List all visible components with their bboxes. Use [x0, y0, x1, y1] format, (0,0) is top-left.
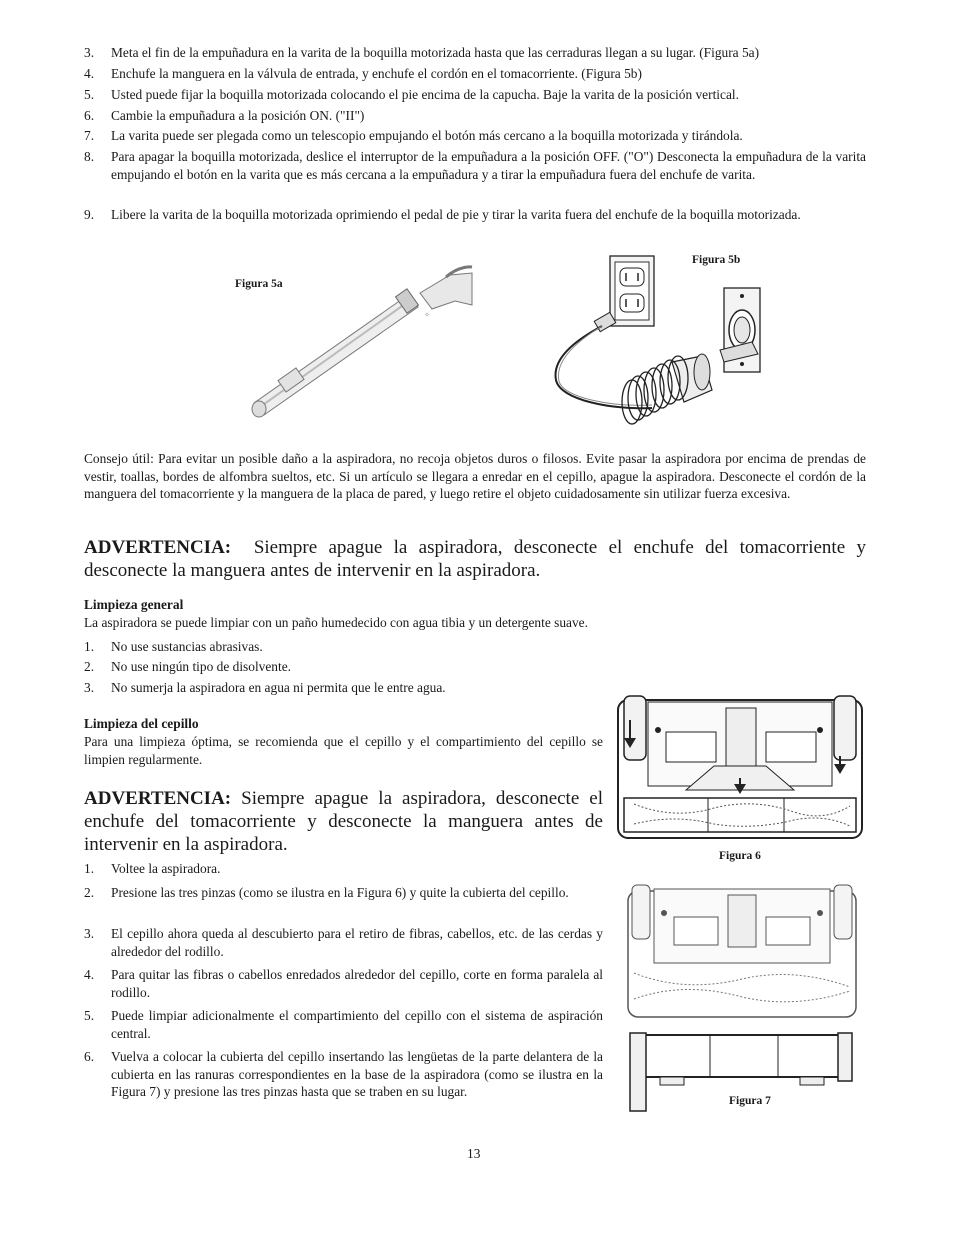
step-number: 3.	[84, 926, 95, 941]
brush-step-6	[84, 1048, 603, 1101]
step-6	[84, 107, 866, 125]
warning-2	[84, 787, 603, 856]
step-number: 8.	[84, 149, 95, 164]
general-cleaning-title: Limpieza general	[84, 597, 184, 612]
step-number: 4.	[84, 66, 95, 81]
brush-step-4	[84, 966, 603, 1001]
general-item-2	[84, 658, 866, 676]
step-number: 5.	[84, 87, 95, 102]
step-number: 3.	[84, 45, 95, 60]
step-number: 4.	[84, 967, 95, 982]
step-text: Usted puede fijar la boquilla motorizada colocando el pie encima de la capucha. Baje la varita de la posición vertical.	[111, 87, 739, 102]
step-4	[84, 65, 866, 83]
step-number: 2.	[84, 885, 95, 900]
tip-paragraph: Consejo útil: Para evitar un posible daño a la aspiradora, no recoja objetos duros o filosos. Evite pasar la aspiradora por encima de prendas de vestir, toallas, bordes de alfombra sueltos, etc. Si un artículo se llegara a enredar en el cepillo, apague la aspiradora. Desconecte el cordón de la manguera del tomacorriente y la manguera de la placa de pared, y luego retire el objeto cuidadosamente sin utilizar fuerza excesiva.	[84, 451, 866, 501]
figure-7-caption: Figura 7	[729, 1095, 771, 1107]
general-cleaning-intro: La aspiradora se puede limpiar con un paño humedecido con agua tibia y un detergente suave.	[84, 615, 588, 630]
item-number: 3.	[84, 680, 95, 695]
step-text: Presione las tres pinzas (como se ilustra en la Figura 6) y quite la cubierta del cepillo.	[111, 885, 569, 900]
step-text: Vuelva a colocar la cubierta del cepillo insertando las lengüetas de la parte delantera de la cubierta en las ranuras correspondientes en la base de la aspiradora (como se ilustra en la Figura 7) y presione las tres pinzas hasta que se traben en su lugar.	[111, 1049, 603, 1099]
step-number: 9.	[84, 207, 95, 222]
item-text: No use sustancias abrasivas.	[111, 639, 263, 654]
figure-7-brush-cover-refit-illustration	[624, 883, 864, 1113]
step-7	[84, 127, 866, 145]
step-text: El cepillo ahora queda al descubierto para el retiro de fibras, cabellos, etc. de las cerdas y alrededor del rodillo.	[111, 926, 603, 959]
item-number: 2.	[84, 659, 95, 674]
svg-text:✧: ✧	[424, 311, 430, 319]
step-text: Para quitar las fibras o cabellos enredados alrededor del cepillo, corte en forma paralela al rodillo.	[111, 967, 603, 1000]
warning-1	[84, 536, 866, 582]
step-text: Meta el fin de la empuñadura en la varita de la boquilla motorizada hasta que las cerraduras llegan a su lugar. (Figura 5a)	[111, 45, 760, 60]
item-number: 1.	[84, 639, 95, 654]
figure-5a-caption: Figura 5a	[235, 278, 283, 290]
step-number: 7.	[84, 128, 95, 143]
step-text: Puede limpiar adicionalmente el compartimiento del cepillo con el sistema de aspiración central.	[111, 1008, 603, 1041]
brush-cleaning-title: Limpieza del cepillo	[84, 716, 199, 731]
warning-label: ADVERTENCIA:	[84, 537, 232, 558]
step-3	[84, 44, 866, 62]
step-number: 5.	[84, 1008, 95, 1023]
figure-5a-wand-illustration	[250, 265, 475, 420]
step-text: Para apagar la boquilla motorizada, deslice el interruptor de la empuñadura a la posición OFF. ("O") Desconecta la empuñadura de la varita empujando el botón en la varita que es más cercana a la empuñadura y a tirar la empuñadura fuera del enchufe de varita.	[111, 149, 866, 182]
step-8	[84, 148, 866, 183]
step-number: 6.	[84, 1049, 95, 1064]
step-9	[84, 206, 866, 224]
brush-step-3	[84, 925, 603, 960]
figure-6-brush-cover-illustration	[614, 694, 866, 842]
step-text: Voltee la aspiradora.	[111, 861, 221, 876]
brush-step-2	[84, 884, 603, 902]
page-number: 13	[467, 1146, 481, 1161]
item-text: No sumerja la aspiradora en agua ni permita que le entre agua.	[111, 680, 446, 695]
step-number: 6.	[84, 108, 95, 123]
warning-label: ADVERTENCIA:	[84, 788, 232, 809]
general-item-1	[84, 638, 866, 656]
step-text: Cambie la empuñadura a la posición ON. ("II")	[111, 108, 365, 123]
step-text: Enchufe la manguera en la válvula de entrada, y enchufe el cordón en el tomacorriente. (Figura 5b)	[111, 66, 642, 81]
figure-6-caption: Figura 6	[719, 850, 761, 862]
brush-cleaning-intro: Para una limpieza óptima, se recomienda que el cepillo y el compartimiento del cepillo se limpien regularmente.	[84, 734, 603, 767]
step-text: Libere la varita de la boquilla motorizada oprimiendo el pedal de pie y tirar la varita fuera del enchufe de la boquilla motorizada.	[111, 207, 801, 222]
brush-step-5	[84, 1007, 603, 1042]
step-5	[84, 86, 866, 104]
warning-text: Siempre apague la aspiradora, desconecte el enchufe del tomacorriente y desconecte la manguera antes de intervenir en la aspiradora.	[84, 788, 604, 855]
step-number: 1.	[84, 861, 95, 876]
step-text: La varita puede ser plegada como un telescopio empujando el botón más cercano a la boquilla motorizada y tirándola.	[111, 128, 743, 143]
warning-text: Siempre apague la aspiradora, desconecte el enchufe del tomacorriente y desconecte la manguera antes de intervenir en la aspiradora.	[84, 537, 866, 581]
item-text: No use ningún tipo de disolvente.	[111, 659, 292, 674]
brush-step-1	[84, 860, 603, 878]
figure-5b-caption: Figura 5b	[692, 254, 741, 266]
figure-5b-outlet-illustration	[552, 250, 767, 445]
